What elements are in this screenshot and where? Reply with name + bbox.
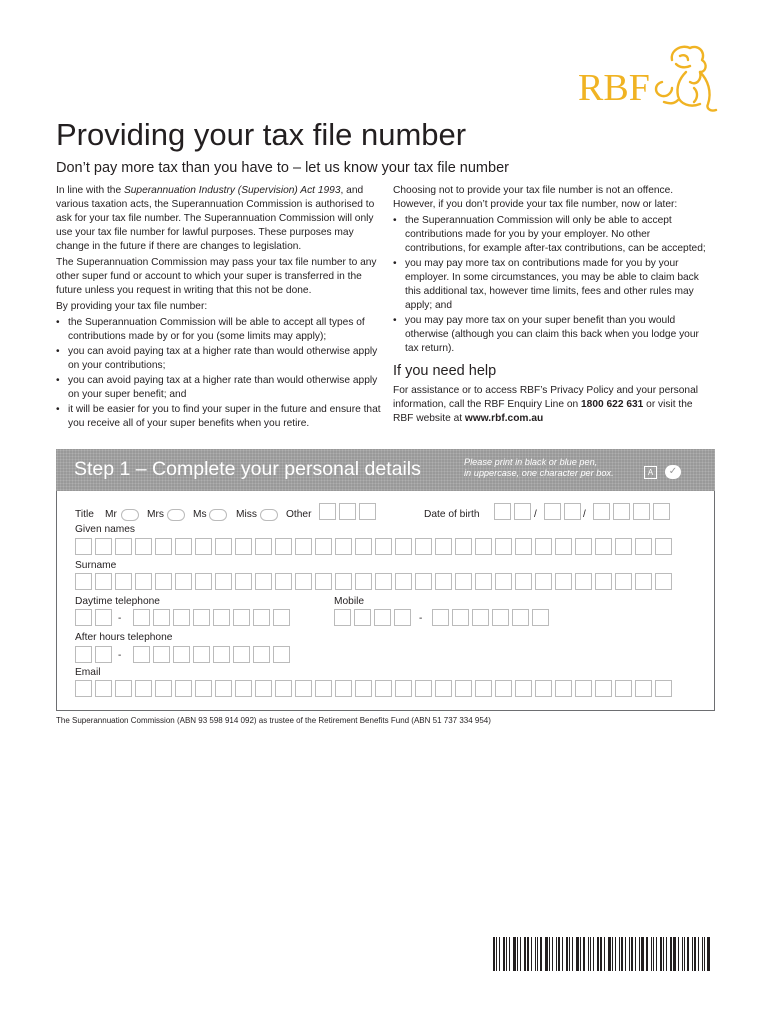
barcode-bar xyxy=(629,937,630,971)
char-box[interactable] xyxy=(395,573,412,590)
instruction-line-2: in uppercase, one character per box. xyxy=(464,468,614,478)
char-box[interactable] xyxy=(133,609,150,626)
char-box[interactable] xyxy=(514,503,531,520)
barcode-bar xyxy=(692,937,693,971)
barcode-bar xyxy=(615,937,616,971)
barcode-bar xyxy=(572,937,573,971)
char-box[interactable] xyxy=(315,573,332,590)
surname-boxes xyxy=(75,573,675,590)
char-box[interactable] xyxy=(633,503,650,520)
barcode-bar xyxy=(513,937,516,971)
char-box[interactable] xyxy=(95,646,112,663)
list-item: • you may pay more tax on your super benefit than you would otherwise (although you can claim this back when you lodge your tax return). xyxy=(393,314,713,356)
char-box[interactable] xyxy=(515,538,532,555)
char-box[interactable] xyxy=(275,573,292,590)
char-box[interactable] xyxy=(135,573,152,590)
char-box[interactable] xyxy=(375,538,392,555)
barcode-bar xyxy=(524,937,526,971)
char-box[interactable] xyxy=(575,680,592,697)
barcode-bar xyxy=(545,937,548,971)
barcode-bar xyxy=(635,937,636,971)
char-box[interactable] xyxy=(135,680,152,697)
dob-separator: / xyxy=(534,509,537,520)
char-box[interactable] xyxy=(233,609,250,626)
char-box[interactable] xyxy=(235,573,252,590)
char-box[interactable] xyxy=(315,538,332,555)
char-box[interactable] xyxy=(155,573,172,590)
char-box[interactable] xyxy=(655,680,672,697)
char-box[interactable] xyxy=(215,573,232,590)
barcode-bar xyxy=(593,937,594,971)
char-box[interactable] xyxy=(95,680,112,697)
barcode-bar xyxy=(698,937,699,971)
char-box[interactable] xyxy=(155,680,172,697)
email-label: Email xyxy=(75,667,101,678)
list-item: • it will be easier for you to find your super in the future and ensure that you receive all of your super benefits when you retire. xyxy=(56,403,386,431)
char-box[interactable] xyxy=(475,573,492,590)
other-label: Other xyxy=(286,509,312,520)
barcode-bar xyxy=(704,937,705,971)
barcode-bar xyxy=(670,937,672,971)
char-box[interactable] xyxy=(235,680,252,697)
barcode xyxy=(493,937,715,971)
char-box[interactable] xyxy=(435,538,452,555)
help-text: For assistance or to access RBF’s Privacy Policy and your personal information, call the RBF Enquiry Line on xyxy=(393,385,698,410)
list-item: • you can avoid paying tax at a higher rate than would otherwise apply on your super benefit; and xyxy=(56,374,386,402)
barcode-bar xyxy=(527,937,529,971)
char-box[interactable] xyxy=(95,609,112,626)
char-box[interactable] xyxy=(535,573,552,590)
char-box[interactable] xyxy=(215,538,232,555)
barcode-bar xyxy=(558,937,560,971)
char-box[interactable] xyxy=(472,609,489,626)
barcode-bar xyxy=(663,937,664,971)
char-box[interactable] xyxy=(615,538,632,555)
char-box[interactable] xyxy=(75,646,92,663)
after-hours-number-boxes xyxy=(133,646,293,663)
barcode-bar xyxy=(562,937,563,971)
barcode-bar xyxy=(682,937,683,971)
char-box[interactable] xyxy=(335,680,352,697)
barcode-bar xyxy=(639,937,640,971)
barcode-bar xyxy=(625,937,626,971)
char-box[interactable] xyxy=(75,680,92,697)
barcode-bar xyxy=(580,937,581,971)
personal-details-form xyxy=(56,491,715,711)
char-box[interactable] xyxy=(255,573,272,590)
barcode-bar xyxy=(646,937,648,971)
daytime-area-boxes xyxy=(75,609,115,626)
char-box[interactable] xyxy=(175,538,192,555)
barcode-bar xyxy=(619,937,620,971)
char-box[interactable] xyxy=(615,573,632,590)
mrs-option[interactable] xyxy=(167,509,185,521)
consequences-paragraph: Choosing not to provide your tax file number is not an offence. However, if you don’t provide your tax file number, now or later: xyxy=(393,185,678,210)
barcode-bar xyxy=(600,937,602,971)
char-box[interactable] xyxy=(613,503,630,520)
char-box[interactable] xyxy=(555,680,572,697)
char-box[interactable] xyxy=(575,573,592,590)
char-box[interactable] xyxy=(153,646,170,663)
char-box[interactable] xyxy=(455,680,472,697)
char-box[interactable] xyxy=(394,609,411,626)
given-names-label: Given names xyxy=(75,524,136,535)
char-box[interactable] xyxy=(195,538,212,555)
help-text: or visit the RBF website at xyxy=(393,399,693,424)
char-box[interactable] xyxy=(492,609,509,626)
char-box[interactable] xyxy=(193,609,210,626)
lion-icon xyxy=(650,42,720,114)
consequences-list xyxy=(393,214,713,356)
char-box[interactable] xyxy=(75,573,92,590)
char-box[interactable] xyxy=(173,646,190,663)
char-box[interactable] xyxy=(193,646,210,663)
char-box[interactable] xyxy=(515,573,532,590)
char-box[interactable] xyxy=(455,538,472,555)
char-box[interactable] xyxy=(455,573,472,590)
barcode-bar xyxy=(687,937,689,971)
mrs-label: Mrs xyxy=(147,509,164,520)
benefits-list xyxy=(56,316,386,431)
char-box[interactable] xyxy=(273,609,290,626)
char-box[interactable] xyxy=(153,609,170,626)
website-link[interactable]: www.rbf.com.au xyxy=(464,413,544,424)
barcode-bar xyxy=(569,937,570,971)
char-box[interactable] xyxy=(133,646,150,663)
step-1-title: Step 1 – Complete your personal details xyxy=(74,458,421,480)
char-box[interactable] xyxy=(175,573,192,590)
page-subtitle: Don’t pay more tax than you have to – let us know your tax file number xyxy=(56,160,509,176)
barcode-bar xyxy=(506,937,507,971)
dob-label: Date of birth xyxy=(424,509,480,520)
given-names-boxes xyxy=(75,538,675,555)
barcode-bar xyxy=(641,937,644,971)
barcode-bar xyxy=(666,937,667,971)
char-box[interactable] xyxy=(432,609,449,626)
char-box[interactable] xyxy=(653,503,670,520)
dob-month-boxes xyxy=(544,503,584,520)
dob-day-boxes xyxy=(494,503,534,520)
act-name: Superannuation Industry (Supervision) Act 1993 xyxy=(123,185,341,196)
intro-text: , and various taxation acts, the Superannuation Commission is authorised to ask for your tax file number. The Superannuation Commission will only use your tax file number for lawful purposes. These purposes may change in the future if there are changes to legislation. xyxy=(56,185,375,252)
char-box[interactable] xyxy=(195,573,212,590)
char-box[interactable] xyxy=(115,538,132,555)
barcode-bar xyxy=(597,937,599,971)
char-box[interactable] xyxy=(593,503,610,520)
phone-separator: - xyxy=(118,650,122,661)
list-item: • the Superannuation Commission will be able to accept all types of contributions made by or for you (some limits may apply); xyxy=(56,316,386,344)
dob-year-boxes xyxy=(593,503,673,520)
barcode-bar xyxy=(576,937,579,971)
char-box[interactable] xyxy=(494,503,511,520)
sample-character-box: A xyxy=(644,466,657,479)
char-box[interactable] xyxy=(395,538,412,555)
char-box[interactable] xyxy=(355,680,372,697)
char-box[interactable] xyxy=(335,573,352,590)
after-hours-telephone-label: After hours telephone xyxy=(75,632,173,643)
help-heading: If you need help xyxy=(393,363,497,379)
char-box[interactable] xyxy=(452,609,469,626)
print-instructions xyxy=(464,457,654,479)
char-box[interactable] xyxy=(115,573,132,590)
miss-option[interactable] xyxy=(260,509,278,521)
mobile-prefix-boxes xyxy=(334,609,414,626)
char-box[interactable] xyxy=(655,573,672,590)
char-box[interactable] xyxy=(555,538,572,555)
char-box[interactable] xyxy=(295,538,312,555)
barcode-bar xyxy=(531,937,532,971)
char-box[interactable] xyxy=(375,680,392,697)
char-box[interactable] xyxy=(555,573,572,590)
barcode-bar xyxy=(517,937,518,971)
char-box[interactable] xyxy=(655,538,672,555)
char-box[interactable] xyxy=(255,538,272,555)
char-box[interactable] xyxy=(135,538,152,555)
char-box[interactable] xyxy=(275,680,292,697)
char-box[interactable] xyxy=(213,609,230,626)
miss-label: Miss xyxy=(236,509,257,520)
daytime-number-boxes xyxy=(133,609,293,626)
char-box[interactable] xyxy=(354,609,371,626)
intro-paragraph-2: The Superannuation Commission may pass your tax file number to any other super fund or account to which your super is transferred in the future unless you request in writing that this not be done. xyxy=(56,257,377,296)
barcode-bar xyxy=(556,937,557,971)
char-box[interactable] xyxy=(195,680,212,697)
surname-label: Surname xyxy=(75,560,117,571)
barcode-bar xyxy=(583,937,585,971)
intro-right-column xyxy=(393,184,713,428)
barcode-bar xyxy=(660,937,662,971)
barcode-bar xyxy=(604,937,605,971)
char-box[interactable] xyxy=(512,609,529,626)
mobile-label: Mobile xyxy=(334,596,365,607)
barcode-bar xyxy=(621,937,623,971)
char-box[interactable] xyxy=(595,538,612,555)
char-box[interactable] xyxy=(155,538,172,555)
barcode-bar xyxy=(656,937,657,971)
char-box[interactable] xyxy=(435,573,452,590)
other-title-boxes xyxy=(319,503,379,520)
char-box[interactable] xyxy=(233,646,250,663)
barcode-bar xyxy=(684,937,685,971)
barcode-bar xyxy=(651,937,652,971)
intro-paragraph-1 xyxy=(56,184,386,254)
char-box[interactable] xyxy=(95,573,112,590)
char-box[interactable] xyxy=(95,538,112,555)
barcode-bar xyxy=(566,937,568,971)
list-item: • you may pay more tax on contributions made for you by your employer. In some circumstances, you may be able to claim back this additional tax, however time limits, fees and other rules may apply; and xyxy=(393,257,713,313)
enquiry-phone: 1800 622 631 xyxy=(581,399,644,410)
char-box[interactable] xyxy=(255,680,272,697)
barcode-bar xyxy=(499,937,500,971)
char-box[interactable] xyxy=(315,680,332,697)
char-box[interactable] xyxy=(253,609,270,626)
barcode-bar xyxy=(707,937,710,971)
email-boxes xyxy=(75,680,675,697)
title-label: Title xyxy=(75,509,94,520)
ms-option[interactable] xyxy=(209,509,227,521)
help-paragraph xyxy=(393,384,713,426)
after-hours-area-boxes xyxy=(75,646,115,663)
char-box[interactable] xyxy=(475,538,492,555)
char-box[interactable] xyxy=(415,573,432,590)
char-box[interactable] xyxy=(415,680,432,697)
char-box[interactable] xyxy=(532,609,549,626)
barcode-bar xyxy=(612,937,613,971)
char-box[interactable] xyxy=(275,538,292,555)
char-box[interactable] xyxy=(515,680,532,697)
list-item: • you can avoid paying tax at a higher rate than would otherwise apply on your contributions; xyxy=(56,345,386,373)
daytime-telephone-label: Daytime telephone xyxy=(75,596,160,607)
char-box[interactable] xyxy=(595,680,612,697)
char-box[interactable] xyxy=(319,503,336,520)
barcode-bar xyxy=(509,937,510,971)
char-box[interactable] xyxy=(495,680,512,697)
char-box[interactable] xyxy=(435,680,452,697)
barcode-bar xyxy=(496,937,497,971)
barcode-bar xyxy=(535,937,536,971)
char-box[interactable] xyxy=(295,573,312,590)
list-item: • the Superannuation Commission will only be able to accept contributions made for you by your employer. No other contributions, for example after-tax contributions, can be accepted; xyxy=(393,214,713,256)
barcode-bar xyxy=(549,937,550,971)
step-1-header xyxy=(56,449,715,491)
barcode-bar xyxy=(631,937,633,971)
char-box[interactable] xyxy=(475,680,492,697)
barcode-bar xyxy=(702,937,703,971)
char-box[interactable] xyxy=(635,573,652,590)
char-box[interactable] xyxy=(75,609,92,626)
instruction-line-1: Please print in black or blue pen, xyxy=(464,457,598,467)
check-icon: ✓ xyxy=(665,465,681,479)
char-box[interactable] xyxy=(295,680,312,697)
dob-separator: / xyxy=(583,509,586,520)
intro-left-column xyxy=(56,184,386,432)
char-box[interactable] xyxy=(355,573,372,590)
ms-label: Ms xyxy=(193,509,207,520)
mr-option[interactable] xyxy=(121,509,139,521)
barcode-bar xyxy=(653,937,654,971)
char-box[interactable] xyxy=(575,538,592,555)
char-box[interactable] xyxy=(334,609,351,626)
barcode-bar xyxy=(588,937,589,971)
mr-label: Mr xyxy=(105,509,117,520)
barcode-bar xyxy=(590,937,591,971)
trustee-statement: The Superannuation Commission (ABN 93 598 914 092) as trustee of the Retirement Benefits Fund (ABN 51 737 334 954) xyxy=(56,716,491,725)
phone-separator: - xyxy=(118,613,122,624)
char-box[interactable] xyxy=(564,503,581,520)
barcode-bar xyxy=(552,937,553,971)
char-box[interactable] xyxy=(273,646,290,663)
barcode-bar xyxy=(673,937,676,971)
char-box[interactable] xyxy=(175,680,192,697)
phone-separator: - xyxy=(419,613,423,624)
char-box[interactable] xyxy=(535,680,552,697)
char-box[interactable] xyxy=(635,680,652,697)
barcode-bar xyxy=(520,937,521,971)
char-box[interactable] xyxy=(544,503,561,520)
mobile-number-boxes xyxy=(432,609,552,626)
char-box[interactable] xyxy=(215,680,232,697)
barcode-bar xyxy=(694,937,696,971)
barcode-bar xyxy=(678,937,679,971)
char-box[interactable] xyxy=(213,646,230,663)
char-box[interactable] xyxy=(253,646,270,663)
barcode-bar xyxy=(537,937,538,971)
page-title: Providing your tax file number xyxy=(56,117,467,152)
char-box[interactable] xyxy=(535,538,552,555)
barcode-bar xyxy=(493,937,495,971)
char-box[interactable] xyxy=(359,503,376,520)
char-box[interactable] xyxy=(615,680,632,697)
intro-text: In line with the xyxy=(56,185,124,196)
char-box[interactable] xyxy=(495,573,512,590)
barcode-bar xyxy=(608,937,611,971)
char-box[interactable] xyxy=(415,538,432,555)
char-box[interactable] xyxy=(115,680,132,697)
char-box[interactable] xyxy=(75,538,92,555)
char-box[interactable] xyxy=(173,609,190,626)
barcode-bar xyxy=(540,937,542,971)
char-box[interactable] xyxy=(374,609,391,626)
char-box[interactable] xyxy=(235,538,252,555)
char-box[interactable] xyxy=(395,680,412,697)
char-box[interactable] xyxy=(339,503,356,520)
char-box[interactable] xyxy=(335,538,352,555)
char-box[interactable] xyxy=(355,538,372,555)
rbf-logo: RBF xyxy=(578,67,650,109)
char-box[interactable] xyxy=(595,573,612,590)
intro-paragraph-3: By providing your tax file number: xyxy=(56,301,208,312)
char-box[interactable] xyxy=(635,538,652,555)
char-box[interactable] xyxy=(375,573,392,590)
char-box[interactable] xyxy=(495,538,512,555)
barcode-bar xyxy=(503,937,505,971)
